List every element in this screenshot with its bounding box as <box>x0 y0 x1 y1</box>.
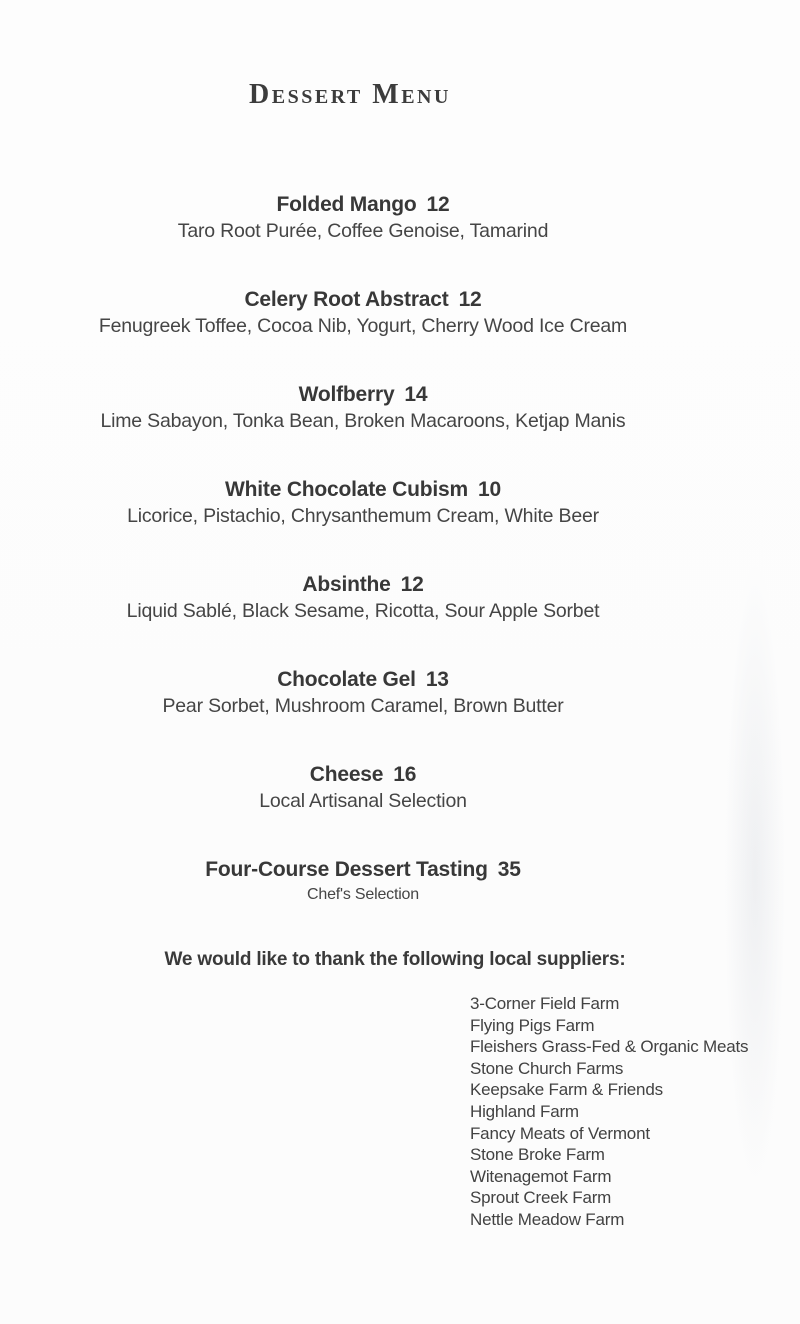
menu-item-price: 12 <box>426 193 450 216</box>
menu-item <box>0 857 726 907</box>
menu-item-description: Pear Sorbet, Mushroom Caramel, Brown Butter <box>162 695 564 717</box>
menu-item-price: 12 <box>400 573 424 596</box>
menu-item-description: Local Artisanal Selection <box>259 790 467 812</box>
supplier-item: Fancy Meats of Vermont <box>470 1123 650 1143</box>
menu-item-name: Four-Course Dessert Tasting <box>205 858 488 881</box>
menu-item <box>0 382 726 434</box>
menu-item-name: Celery Root Abstract <box>244 288 449 311</box>
page-title: Dessert Menu <box>249 79 451 110</box>
menu-item-name: Folded Mango <box>276 193 417 216</box>
suppliers-list <box>470 993 800 1231</box>
menu-item-name: Absinthe <box>302 573 391 596</box>
menu-item-price: 13 <box>425 668 449 691</box>
menu-item-name-line <box>0 572 726 598</box>
menu-item-price: 14 <box>404 383 428 406</box>
menu-item-description: Fenugreek Toffee, Cocoa Nib, Yogurt, Cherry Wood Ice Cream <box>98 315 628 337</box>
menu-items-section <box>0 192 726 907</box>
supplier-item: Flying Pigs Farm <box>470 1015 595 1035</box>
menu-item-price: 10 <box>477 478 501 501</box>
menu-item <box>0 762 726 814</box>
menu-item-name-line <box>0 667 726 693</box>
supplier-item: 3-Corner Field Farm <box>470 994 620 1013</box>
menu-item-name: White Chocolate Cubism <box>225 478 468 501</box>
menu-item-name-line <box>0 382 726 408</box>
supplier-item: Witenagemot Farm <box>470 1166 612 1186</box>
menu-item-name-line <box>0 287 726 313</box>
menu-item-name: Cheese <box>309 763 384 786</box>
menu-item <box>0 287 726 339</box>
menu-item-description: Lime Sabayon, Tonka Bean, Broken Macaroons, Ketjap Manis <box>100 410 626 432</box>
menu-item-name-line <box>0 857 726 883</box>
menu-item-description: Chef's Selection <box>307 886 419 903</box>
menu-item-name-line <box>0 192 726 218</box>
suppliers-heading: We would like to thank the following local suppliers: <box>164 949 626 970</box>
supplier-item: Highland Farm <box>470 1101 579 1121</box>
menu-item-description: Taro Root Purée, Coffee Genoise, Tamarind <box>177 220 549 242</box>
menu-item-price: 16 <box>393 763 417 786</box>
menu-item-name: Chocolate Gel <box>277 668 416 691</box>
supplier-item: Stone Church Farms <box>470 1058 624 1078</box>
supplier-item: Keepsake Farm & Friends <box>470 1080 663 1100</box>
menu-item-name: Wolfberry <box>298 383 395 406</box>
menu-item-price: 35 <box>497 858 521 881</box>
supplier-item: Fleishers Grass-Fed & Organic Meats <box>470 1037 749 1057</box>
menu-item-name-line <box>0 477 726 503</box>
menu-item-name-line <box>0 762 726 788</box>
menu-item-price: 12 <box>458 288 482 311</box>
supplier-item: Nettle Meadow Farm <box>470 1209 625 1229</box>
menu-item <box>0 667 726 719</box>
menu-item <box>0 192 726 244</box>
menu-item-description: Liquid Sablé, Black Sesame, Ricotta, Sour Apple Sorbet <box>126 600 600 622</box>
supplier-item: Sprout Creek Farm <box>470 1188 612 1208</box>
menu-item-description: Licorice, Pistachio, Chrysanthemum Cream, White Beer <box>127 505 599 527</box>
supplier-item: Stone Broke Farm <box>470 1145 605 1165</box>
menu-item <box>0 572 726 624</box>
menu-item <box>0 477 726 529</box>
